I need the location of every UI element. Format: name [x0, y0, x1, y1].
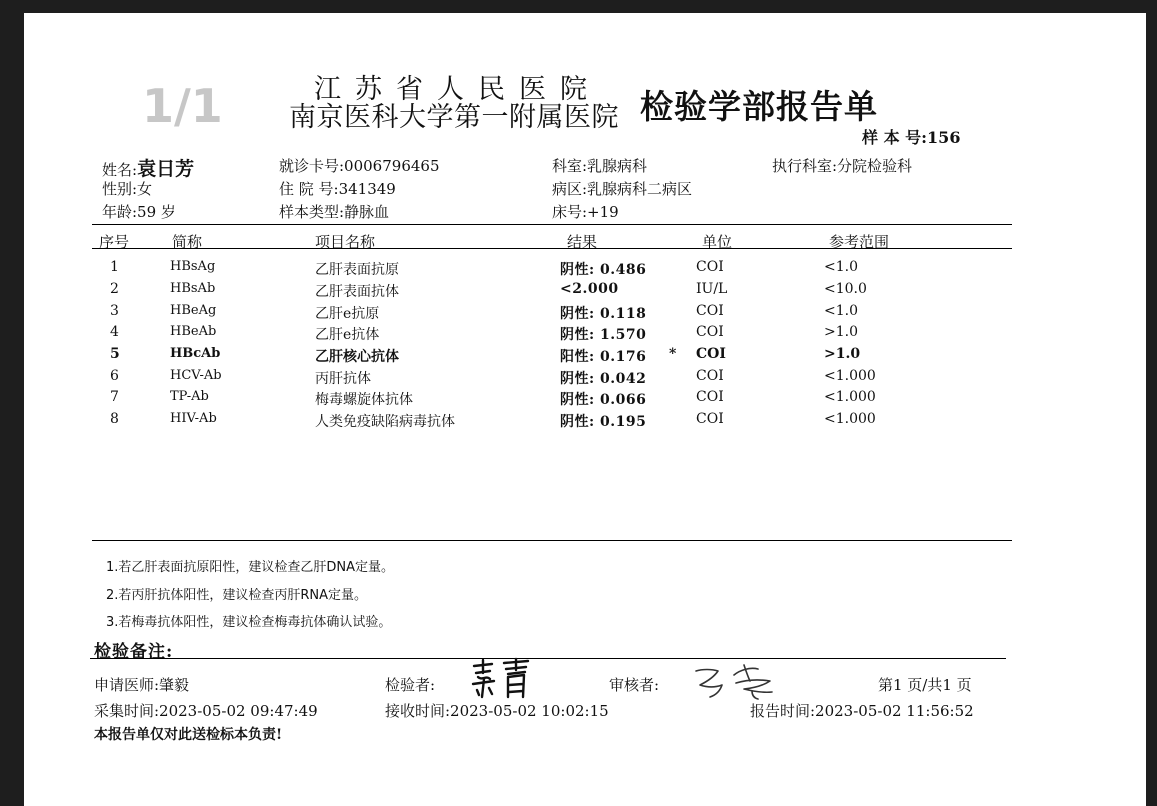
col-header-reference: 参考范围 — [829, 233, 890, 251]
admission-number: 住 院 号:341349 — [279, 180, 396, 198]
sample-type: 样本类型:静脉血 — [279, 203, 390, 221]
reviewer-signature — [692, 661, 782, 703]
row-abbr: HBcAb — [170, 346, 221, 361]
row-abbr: HBsAb — [170, 281, 216, 296]
row-unit: COI — [696, 303, 724, 319]
row-item-name: 乙肝核心抗体 — [315, 349, 399, 365]
table-row — [24, 259, 1146, 281]
row-result: <2.000 — [560, 281, 619, 297]
col-header-result: 结果 — [567, 233, 598, 251]
row-seq: 2 — [110, 281, 119, 297]
table-top-rule — [92, 224, 1012, 225]
row-reference: <1.0 — [824, 303, 858, 319]
row-item-name: 乙肝e抗体 — [315, 327, 380, 343]
table-bottom-rule — [92, 540, 1012, 541]
patient-age: 年龄:59 岁 — [102, 203, 176, 221]
bed-number: 床号:+19 — [552, 203, 619, 221]
note-1: 1.若乙肝表面抗原阳性，建议检查乙肝DNA定量。 — [106, 560, 395, 575]
table-row — [24, 411, 1146, 433]
row-reference: <1.000 — [824, 389, 876, 405]
table-row-abnormal — [24, 346, 1146, 368]
row-item-name: 人类免疫缺陷病毒抗体 — [315, 414, 455, 430]
abnormal-flag: * — [669, 346, 677, 362]
table-row — [24, 324, 1146, 346]
col-header-unit: 单位 — [702, 233, 733, 251]
row-result: 阴性: 0.118 — [560, 306, 647, 322]
col-header-abbr: 简称 — [172, 233, 203, 251]
reviewer-label: 审核者: — [609, 676, 660, 694]
row-result: 阴性: 0.195 — [560, 414, 647, 430]
patient-sex: 性别:女 — [102, 180, 153, 198]
row-result: 阴性: 1.570 — [560, 327, 647, 343]
row-reference: >1.0 — [824, 346, 861, 362]
row-item-name: 乙肝表面抗原 — [315, 262, 399, 278]
page-indicator: 1/1 — [142, 79, 223, 133]
row-reference: <10.0 — [824, 281, 867, 297]
remarks-label: 检验备注: — [94, 642, 174, 662]
receive-time: 接收时间:2023-05-02 10:02:15 — [385, 702, 609, 720]
row-result: 阳性: 0.176 — [560, 349, 647, 365]
row-reference: >1.0 — [824, 324, 858, 340]
row-unit: COI — [696, 259, 724, 275]
patient-name-field — [102, 154, 194, 181]
patient-name: 袁日芳 — [137, 158, 195, 180]
row-reference: <1.000 — [824, 411, 876, 427]
table-row — [24, 368, 1146, 390]
ward: 病区:乳腺病科二病区 — [552, 180, 693, 198]
card-number: 就诊卡号:0006796465 — [279, 157, 440, 175]
row-unit: COI — [696, 368, 724, 384]
row-abbr: HCV-Ab — [170, 368, 222, 383]
page-info: 第1 页/共1 页 — [878, 676, 972, 694]
row-reference: <1.000 — [824, 368, 876, 384]
row-unit: IU/L — [696, 281, 728, 297]
tester-signature — [470, 657, 538, 701]
row-result: 阴性: 0.486 — [560, 262, 647, 278]
row-unit: COI — [696, 411, 724, 427]
row-item-name: 丙肝抗体 — [315, 371, 371, 387]
footer-rule — [90, 658, 1006, 659]
report-page — [24, 13, 1146, 806]
table-row — [24, 389, 1146, 411]
patient-name-label: 姓名: — [102, 161, 138, 179]
row-abbr: HBeAg — [170, 303, 217, 318]
row-result: 阴性: 0.066 — [560, 392, 647, 408]
collect-time: 采集时间:2023-05-02 09:47:49 — [94, 702, 318, 720]
table-row — [24, 303, 1146, 325]
disclaimer: 本报告单仅对此送检标本负责! — [94, 727, 283, 743]
row-seq: 6 — [110, 368, 119, 384]
note-2: 2.若丙肝抗体阳性，建议检查丙肝RNA定量。 — [106, 588, 368, 603]
report-title: 检验学部报告单 — [640, 87, 878, 126]
hospital-affiliation: 南京医科大学第一附属医院 — [289, 102, 619, 133]
col-header-seq: 序号 — [99, 233, 130, 251]
department: 科室:乳腺病科 — [552, 157, 648, 175]
row-unit: COI — [696, 346, 726, 362]
row-reference: <1.0 — [824, 259, 858, 275]
row-item-name: 乙肝e抗原 — [315, 306, 380, 322]
row-seq: 1 — [110, 259, 119, 275]
row-unit: COI — [696, 389, 724, 405]
row-seq: 4 — [110, 324, 119, 340]
note-3: 3.若梅毒抗体阳性，建议检查梅毒抗体确认试验。 — [106, 615, 392, 630]
row-seq: 8 — [110, 411, 119, 427]
row-result: 阴性: 0.042 — [560, 371, 647, 387]
row-abbr: HIV-Ab — [170, 411, 217, 426]
row-item-name: 梅毒螺旋体抗体 — [315, 392, 413, 408]
row-abbr: HBeAb — [170, 324, 217, 339]
row-item-name: 乙肝表面抗体 — [315, 284, 399, 300]
row-seq: 5 — [110, 346, 120, 362]
exec-department: 执行科室:分院检验科 — [772, 157, 913, 175]
col-header-item: 项目名称 — [315, 233, 376, 251]
row-unit: COI — [696, 324, 724, 340]
row-abbr: TP-Ab — [170, 389, 209, 404]
table-row — [24, 281, 1146, 303]
row-abbr: HBsAg — [170, 259, 216, 274]
row-seq: 7 — [110, 389, 119, 405]
hospital-name: 江苏省人民医院 — [314, 74, 601, 105]
sample-number: 样 本 号:156 — [862, 128, 961, 147]
row-seq: 3 — [110, 303, 119, 319]
requesting-doctor: 申请医师:肇毅 — [94, 676, 190, 694]
table-header-rule — [92, 248, 1012, 249]
tester-label: 检验者: — [385, 676, 436, 694]
report-time: 报告时间:2023-05-02 11:56:52 — [750, 702, 974, 720]
